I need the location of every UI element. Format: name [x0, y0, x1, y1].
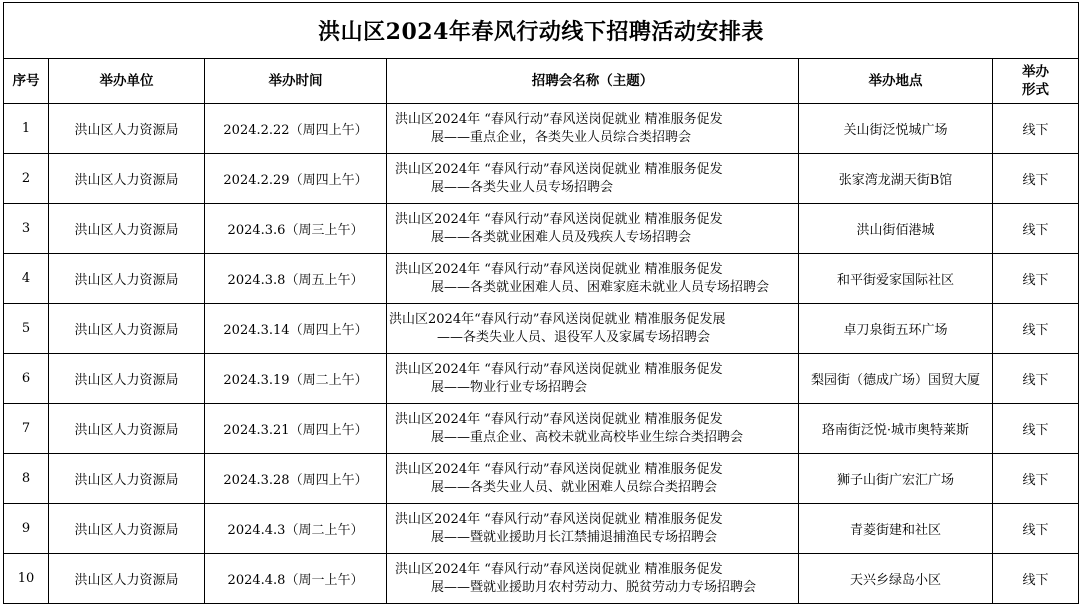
table-row: [4, 454, 1079, 504]
row-theme: [387, 154, 799, 204]
row-number: 10: [4, 554, 49, 604]
table-row: [4, 504, 1079, 554]
row-time: 2024.3.8（周五上午）: [205, 254, 387, 304]
row-time: 2024.4.3（周二上午）: [205, 504, 387, 554]
table-row: [4, 354, 1079, 404]
row-theme-line2: 展——重点企业、高校未就业高校毕业生综合类招聘会: [431, 429, 744, 445]
header-format-line2: 形式: [1022, 82, 1049, 98]
table-row: [4, 554, 1079, 604]
row-time: 2024.3.6（周三上午）: [205, 204, 387, 254]
row-number: 8: [4, 454, 49, 504]
row-organizer: 洪山区人力资源局: [49, 204, 205, 254]
row-place: 关山街泛悦城广场: [799, 104, 993, 154]
row-theme: [387, 504, 799, 554]
row-theme-line2: 展——物业行业专场招聘会: [431, 379, 588, 395]
row-theme-line1: 洪山区2024年 “春风行动”春风送岗促就业 精准服务促发: [395, 261, 723, 277]
row-theme-line2: 展——各类失业人员专场招聘会: [431, 179, 614, 195]
table-title: 洪山区2024年春风行动线下招聘活动安排表: [4, 3, 1079, 59]
row-number: 5: [4, 304, 49, 354]
row-place: 青菱街建和社区: [799, 504, 993, 554]
row-place: 天兴乡绿岛小区: [799, 554, 993, 604]
row-format: 线下: [993, 254, 1079, 304]
row-theme-line1: 洪山区2024年 “春风行动”春风送岗促就业 精准服务促发: [395, 111, 723, 127]
row-time: 2024.3.14（周四上午）: [205, 304, 387, 354]
table-row: [4, 104, 1079, 154]
row-theme-line2: 展——重点企业，各类失业人员综合类招聘会: [431, 129, 692, 145]
schedule-table: [3, 2, 1079, 604]
row-format: 线下: [993, 104, 1079, 154]
row-theme-line1: 洪山区2024年 “春风行动”春风送岗促就业 精准服务促发: [395, 411, 723, 427]
row-place: 梨园街（德成广场）国贸大厦: [799, 354, 993, 404]
table-row: [4, 254, 1079, 304]
row-organizer: 洪山区人力资源局: [49, 504, 205, 554]
row-theme-line2: 展——暨就业援助月长江禁捕退捕渔民专场招聘会: [431, 529, 718, 545]
row-organizer: 洪山区人力资源局: [49, 254, 205, 304]
row-format: 线下: [993, 204, 1079, 254]
row-format: 线下: [993, 304, 1079, 354]
table-row: [4, 204, 1079, 254]
row-place: 狮子山街广宏汇广场: [799, 454, 993, 504]
row-time: 2024.2.22（周四上午）: [205, 104, 387, 154]
row-place: 张家湾龙湖天街B馆: [799, 154, 993, 204]
header-org: 举办单位: [49, 59, 205, 104]
row-theme-line1: 洪山区2024年 “春风行动”春风送岗促就业 精准服务促发: [395, 211, 723, 227]
table-row: [4, 304, 1079, 354]
row-place: 洪山街佰港城: [799, 204, 993, 254]
row-theme-line2: ——各类失业人员、退役军人及家属专场招聘会: [437, 329, 711, 345]
row-format: 线下: [993, 354, 1079, 404]
row-time: 2024.2.29（周四上午）: [205, 154, 387, 204]
row-place: 卓刀泉街五环广场: [799, 304, 993, 354]
row-format: 线下: [993, 554, 1079, 604]
row-theme: [387, 404, 799, 454]
row-format: 线下: [993, 454, 1079, 504]
header-no: 序号: [4, 59, 49, 104]
row-number: 6: [4, 354, 49, 404]
row-theme-line1: 洪山区2024年 “春风行动”春风送岗促就业 精准服务促发: [395, 161, 723, 177]
row-organizer: 洪山区人力资源局: [49, 404, 205, 454]
header-place: 举办地点: [799, 59, 993, 104]
header-format: [993, 59, 1079, 104]
table-row: [4, 404, 1079, 454]
row-format: 线下: [993, 404, 1079, 454]
row-theme-line2: 展——各类就业困难人员、困难家庭未就业人员专场招聘会: [431, 279, 770, 295]
row-time: 2024.3.19（周二上午）: [205, 354, 387, 404]
row-place: 和平街爱家国际社区: [799, 254, 993, 304]
row-organizer: 洪山区人力资源局: [49, 554, 205, 604]
row-theme-line2: 展——各类失业人员、就业困难人员综合类招聘会: [431, 479, 718, 495]
schedule-sheet: [3, 2, 1078, 605]
row-theme: [387, 554, 799, 604]
row-theme-line1: 洪山区2024年“春风行动”春风送岗促就业 精准服务促发展: [389, 311, 726, 327]
row-number: 1: [4, 104, 49, 154]
header-time: 举办时间: [205, 59, 387, 104]
row-organizer: 洪山区人力资源局: [49, 104, 205, 154]
row-format: 线下: [993, 154, 1079, 204]
row-number: 4: [4, 254, 49, 304]
header-format-line1: 举办: [1022, 64, 1049, 80]
row-time: 2024.4.8（周一上午）: [205, 554, 387, 604]
row-theme: [387, 354, 799, 404]
row-time: 2024.3.21（周四上午）: [205, 404, 387, 454]
row-theme: [387, 204, 799, 254]
row-theme-line1: 洪山区2024年 “春风行动”春风送岗促就业 精准服务促发: [395, 561, 723, 577]
row-number: 7: [4, 404, 49, 454]
row-number: 9: [4, 504, 49, 554]
row-theme: [387, 454, 799, 504]
header-theme: 招聘会名称（主题）: [387, 59, 799, 104]
table-row: [4, 154, 1079, 204]
row-organizer: 洪山区人力资源局: [49, 354, 205, 404]
row-theme-line1: 洪山区2024年 “春风行动”春风送岗促就业 精准服务促发: [395, 461, 723, 477]
row-organizer: 洪山区人力资源局: [49, 454, 205, 504]
row-time: 2024.3.28（周四上午）: [205, 454, 387, 504]
row-theme-line1: 洪山区2024年 “春风行动”春风送岗促就业 精准服务促发: [395, 511, 723, 527]
row-format: 线下: [993, 504, 1079, 554]
row-theme-line2: 展——暨就业援助月农村劳动力、脱贫劳动力专场招聘会: [431, 579, 757, 595]
row-place: 珞南街泛悦·城市奥特莱斯: [799, 404, 993, 454]
row-theme: [387, 304, 799, 354]
row-organizer: 洪山区人力资源局: [49, 154, 205, 204]
row-theme: [387, 254, 799, 304]
row-number: 2: [4, 154, 49, 204]
header-row: [4, 59, 1079, 104]
row-theme: [387, 104, 799, 154]
row-theme-line2: 展——各类就业困难人员及残疾人专场招聘会: [431, 229, 692, 245]
row-number: 3: [4, 204, 49, 254]
row-theme-line1: 洪山区2024年 “春风行动”春风送岗促就业 精准服务促发: [395, 361, 723, 377]
row-organizer: 洪山区人力资源局: [49, 304, 205, 354]
